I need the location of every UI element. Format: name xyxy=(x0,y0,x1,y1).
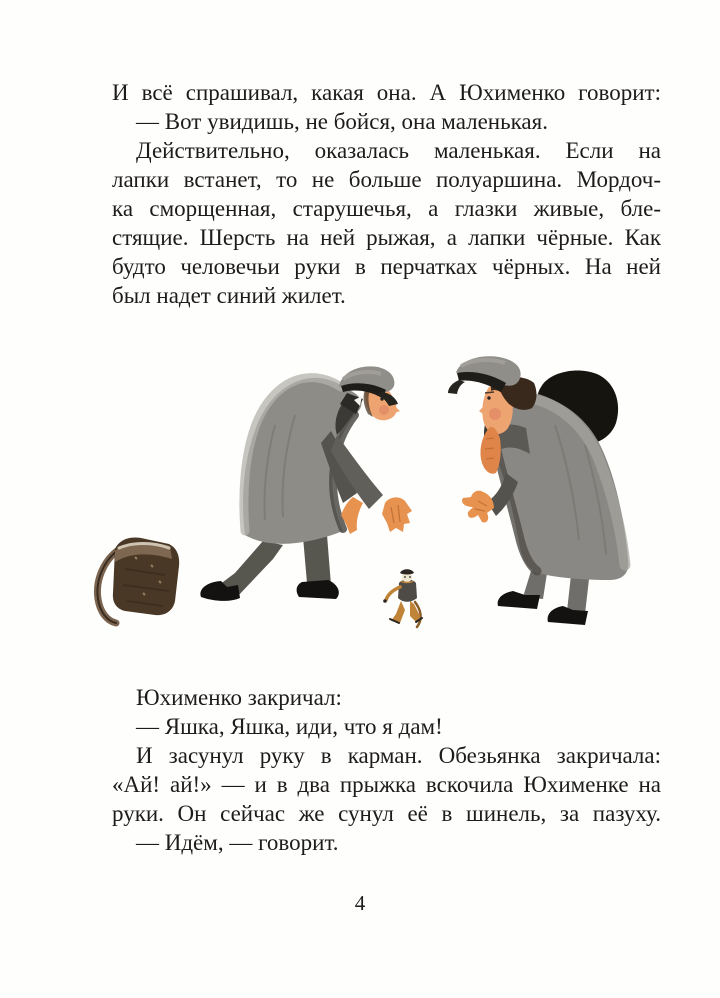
left-sailor-hand xyxy=(382,497,412,532)
monkey-figure xyxy=(383,569,422,627)
text-line: Действительно, оказалась маленькая. Если на xyxy=(136,138,661,163)
text-line: — Яшка, Яшка, иди, что я дам! xyxy=(136,714,443,739)
paragraph-bottom xyxy=(112,683,661,857)
left-sailor-front-shoe xyxy=(297,580,339,599)
text-line: «Ай! ай!» — и в два прыжка вскочила Юхименке на xyxy=(112,772,661,797)
paragraph-top xyxy=(112,78,661,310)
text-line: стящие. Шерсть на ней рыжая, а лапки чёрные. Как xyxy=(112,225,661,250)
satchel-figure xyxy=(97,537,179,623)
text-line: руки. Он сейчас же сунул её в шинель, за пазуху. xyxy=(112,801,661,826)
text-line: лапки встанет, то не больше полуаршина. Мордоч- xyxy=(112,167,661,192)
right-sailor-chin-hand xyxy=(480,427,500,474)
text-line: И засунул руку в карман. Обезьянка закричала: xyxy=(136,743,661,768)
text-line: Юхименко закричал: xyxy=(136,685,342,710)
text-line: был надет синий жилет. xyxy=(112,283,346,308)
page-number: 4 xyxy=(354,891,366,915)
left-sailor-figure xyxy=(200,366,412,601)
text-line: И всё спрашивал, какая она. А Юхименко говорит: xyxy=(112,80,661,105)
story-illustration xyxy=(85,335,645,660)
right-sailor-hand xyxy=(462,491,494,523)
text-line: будто человечьи руки в перчатках чёрных. На ней xyxy=(112,254,661,279)
text-line: ка сморщенная, старушечья, а глазки живые, бле- xyxy=(112,196,661,221)
text-line: — Вот увидишь, не бойся, она маленькая. xyxy=(136,109,548,134)
right-sailor-figure xyxy=(448,356,628,625)
text-line: — Идём, — говорит. xyxy=(136,830,339,855)
